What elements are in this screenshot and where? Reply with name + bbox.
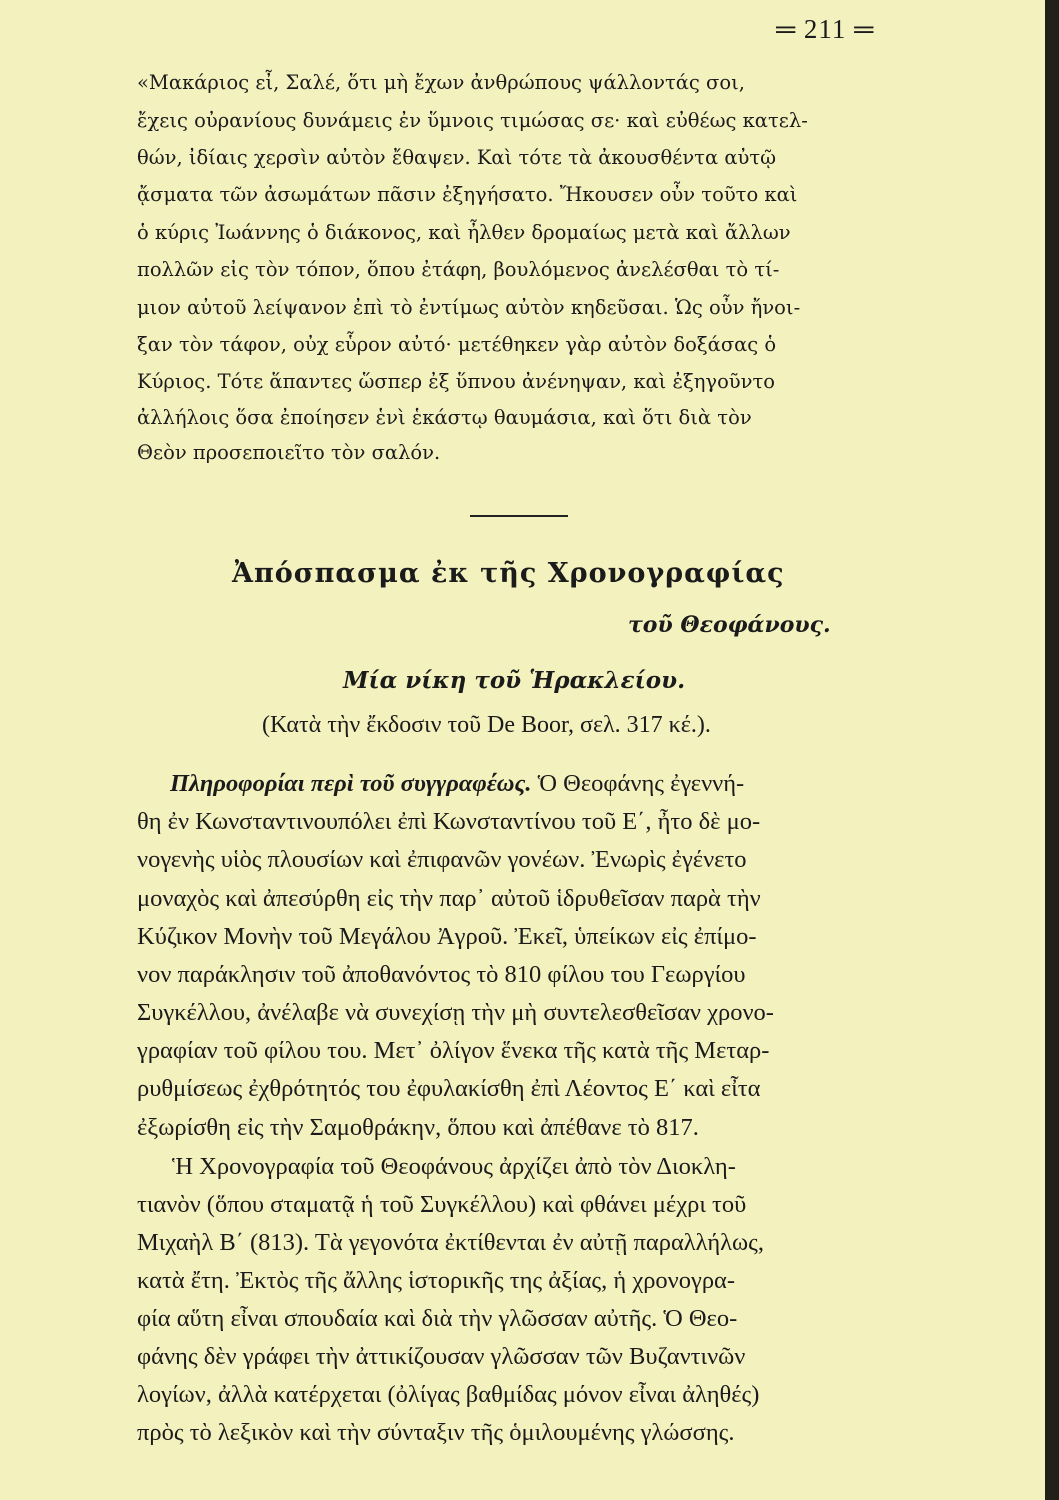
body-line <box>170 769 744 799</box>
body-line: φία αὕτη εἶναι σπουδαία καὶ διὰ τὴν γλῶσσαν αὐτῆς. Ὁ Θεο- <box>137 1305 738 1332</box>
author-info-heading: Πληροφορίαι περὶ τοῦ συγγραφέως. <box>170 770 532 797</box>
body-line: τιανὸν (ὅπου σταματᾷ ἡ τοῦ Συγκέλλου) καὶ φθάνει μέχρι τοῦ <box>137 1191 747 1218</box>
passage-line: μιον αὐτοῦ λείψανον ἐπὶ τὸ ἐντίμως αὐτὸν κηδεῦσαι. Ὡς οὖν ἤνοι- <box>137 296 801 319</box>
passage-line: θών, ἰδίαις χερσὶν αὐτὸν ἔθαψεν. Καὶ τότε τὰ ἀκουσθέντα αὐτῷ <box>137 146 777 169</box>
body-line: Ἡ Χρονογραφία τοῦ Θεοφάνους ἀρχίζει ἀπὸ τὸν Διοκλη- <box>172 1153 736 1180</box>
body-line: κατὰ ἔτη. Ἐκτὸς τῆς ἄλλης ἱστορικῆς της ἀξίας, ἡ χρονογρα- <box>137 1267 736 1294</box>
body-line: πρὸς τὸ λεξικὸν καὶ τὴν σύνταξιν τῆς ὁμιλουμένης γλώσσης. <box>137 1419 735 1446</box>
edition-reference: (Κατὰ τὴν ἔκδοσιν τοῦ De Boor, σελ. 317 κέ.). <box>262 712 711 738</box>
body-line: θη ἐν Κωνσταντινουπόλει ἐπὶ Κωνσταντίνου τοῦ Ε΄, ἦτο δὲ μο- <box>137 808 761 835</box>
passage-line: Θεὸν προσεποιεῖτο τὸν σαλόν. <box>137 441 441 464</box>
passage-line: «Μακάριος εἶ, Σαλέ, ὅτι μὴ ἔχων ἀνθρώπους ψάλλοντάς σοι, <box>137 71 745 94</box>
body-line: λογίων, ἀλλὰ κατέρχεται (ὀλίγας βαθμίδας μόνον εἶναι ἀληθές) <box>137 1381 760 1408</box>
passage-line: ἔχεις οὐρανίους δυνάμεις ἐν ὕμνοις τιμώσας σε· καὶ εὐθέως κατελ- <box>137 109 808 132</box>
body-line: γραφίαν τοῦ φίλου του. Μετ᾽ ὀλίγον ἕνεκα τῆς κατὰ τῆς Μεταρ- <box>137 1037 770 1064</box>
body-line: Κύζικον Μονὴν τοῦ Μεγάλου Ἀγροῦ. Ἐκεῖ, ὑπείκων εἰς ἐπίμο- <box>137 923 757 950</box>
section-divider <box>470 515 568 517</box>
passage-line: ὁ κύρις Ἰωάννης ὁ διάκονος, καὶ ἦλθεν δρομαίως μετὰ καὶ ἄλλων <box>137 221 791 244</box>
passage-line: ξαν τὸν τάφον, οὐχ εὗρον αὐτό· μετέθηκεν γὰρ αὐτὸν δοξάσας ὁ <box>137 333 777 356</box>
body-line: ρυθμίσεως ἐχθρότητός του ἐφυλακίσθη ἐπὶ Λέοντος Ε΄ καὶ εἶτα <box>137 1075 761 1102</box>
book-spine-edge <box>1045 0 1059 1500</box>
section-subtitle: Μία νίκη τοῦ Ἡρακλείου. <box>343 667 686 694</box>
body-line-text: Ὁ Θεοφάνης ἐγεννή- <box>531 770 745 797</box>
section-title: Ἀπόσπασμα ἐκ τῆς Χρονογραφίας <box>232 558 785 589</box>
body-line: Συγκέλλου, ἀνέλαβε νὰ συνεχίσῃ τὴν μὴ συντελεσθεῖσαν χρονο- <box>137 999 774 1026</box>
passage-line: ἀλλήλοις ὅσα ἐποίησεν ἑνὶ ἑκάστῳ θαυμάσια, καὶ ὅτι διὰ τὸν <box>137 406 752 429</box>
section-author: τοῦ Θεοφάνους. <box>628 612 831 638</box>
passage-line: ᾄσματα τῶν ἀσωμάτων πᾶσιν ἐξηγήσατο. Ἤκουσεν οὖν τοῦτο καὶ <box>137 183 798 206</box>
body-line: ἐξωρίσθη εἰς τὴν Σαμοθράκην, ὅπου καὶ ἀπέθανε τὸ 817. <box>137 1114 699 1141</box>
body-line: φάνης δὲν γράφει τὴν ἀττικίζουσαν γλῶσσαν τῶν Βυζαντινῶν <box>137 1343 746 1370</box>
body-line: νογενὴς υἱὸς πλουσίων καὶ ἐπιφανῶν γονέων. Ἐνωρὶς ἐγένετο <box>137 846 747 873</box>
passage-line: Κύριος. Τότε ἅπαντες ὥσπερ ἐξ ὕπνου ἀνένηψαν, καὶ ἐξηγοῦντο <box>137 370 776 393</box>
body-line: νον παράκλησιν τοῦ ἀποθανόντος τὸ 810 φίλου του Γεωργίου <box>137 961 746 988</box>
body-line: Μιχαὴλ Β΄ (813). Τὰ γεγονότα ἐκτίθενται ἐν αὐτῇ παραλλήλως, <box>137 1229 764 1256</box>
body-line: μοναχὸς καὶ ἀπεσύρθη εἰς τὴν παρ᾽ αὐτοῦ ἱδρυθεῖσαν παρὰ τὴν <box>137 885 761 912</box>
passage-line: πολλῶν εἰς τὸν τόπον, ὅπου ἐτάφη, βουλόμενος ἀνελέσθαι τὸ τί- <box>137 258 780 281</box>
page-number: ═ 211 ═ <box>776 14 875 44</box>
